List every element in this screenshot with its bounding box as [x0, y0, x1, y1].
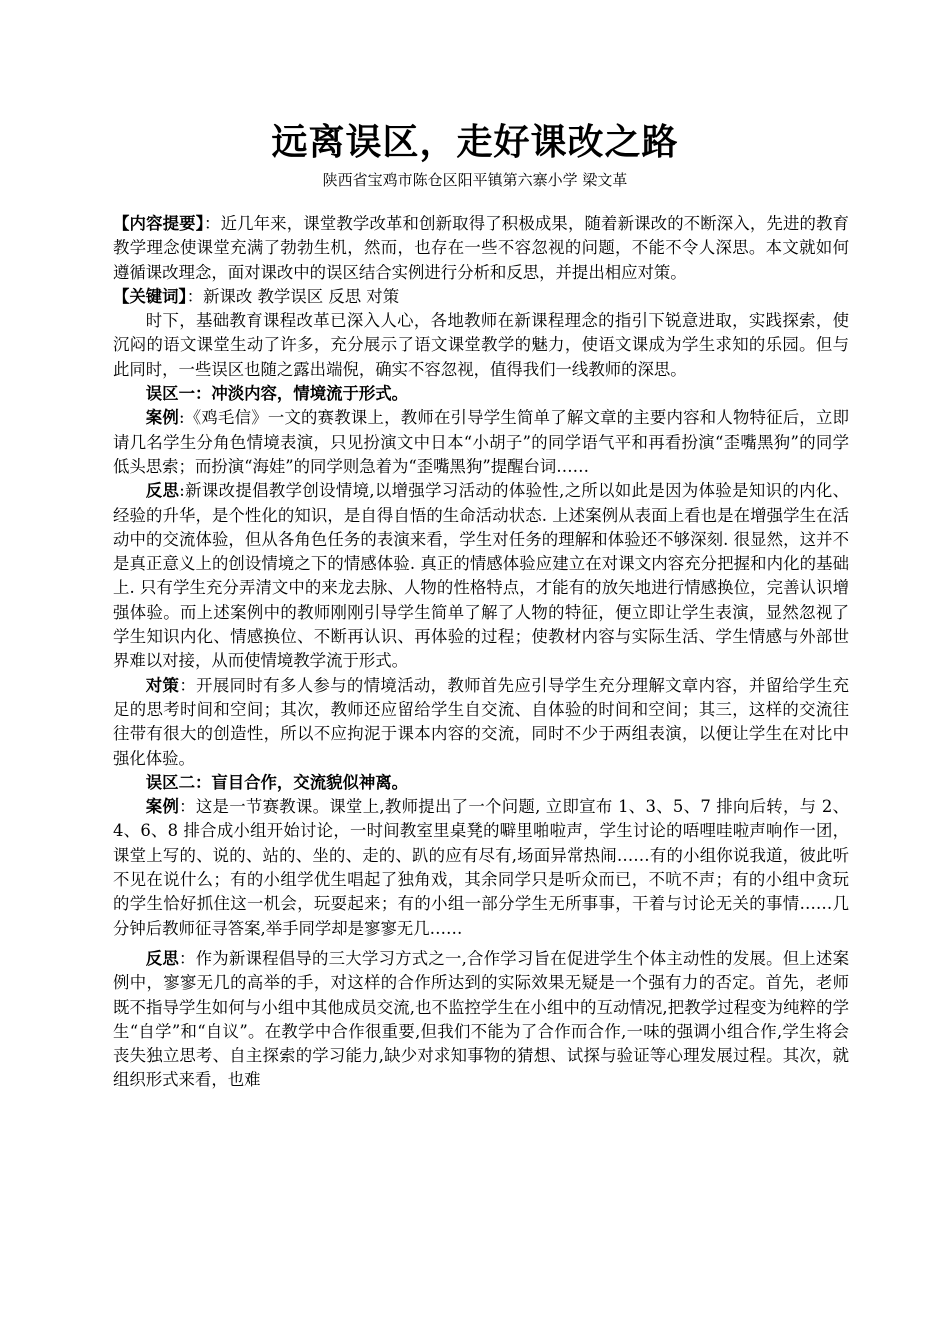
section2-reflect-paragraph: [113, 947, 849, 1093]
abstract-label: 【内容提要】: [113, 214, 205, 233]
section2-reflect-text: ：作为新课程倡导的三大学习方式之一,合作学习旨在促进学生个体主动性的发展。但上述案例中，寥寥无几的高举的手，对这样的合作所达到的实际效果无疑是一个强有力的否定。首先，老师既不指导学生如何与小组中其他成员交流,也不监控学生在小组中的互动情况,把教学过程变为纯粹的学生“自学”和“自议”。在教学中合作很重要,但我们不能为了合作而合作,一味的强调小组合作,学生将会丧失独立思考、自主探索的学习能力,缺少对求知事物的猜想、试探与验证等心理发展过程。其次，就组织形式来看，也难: [113, 948, 850, 1090]
section2-reflect-label: 反思: [145, 948, 180, 968]
intro-paragraph: 时下，基础教育课程改革已深入人心，各地教师在新课程理念的指引下锐意进取，实践探索，使沉闷的语文课堂生动了许多，充分展示了语文课堂教学的魅力，使语文课成为学生求知的乐园。但与此同时，一些误区也随之露出端倪，确实不容忽视，值得我们一线教师的深思。: [113, 311, 849, 379]
section1-case-text: :《鸡毛信》一文的赛教课上，教师在引导学生简单了解文章的主要内容和人物特征后，立即请几名学生分角色情境表演，只见扮演文中日本“小胡子”的同学语气平和再看扮演“歪嘴黑狗”的同学低头思索；而扮演“海娃”的同学则急着为“歪嘴黑狗”提醒台词……: [113, 408, 850, 476]
section2-heading: 误区二：盲目合作，交流貌似神离。: [145, 772, 409, 792]
section1-reflect-text: :新课改提倡教学创设情境,以增强学习活动的体验性,之所以如此是因为体验是知识的内化、经验的升华，是个性化的知识，是自得自悟的生命活动状态. 上述案例从表面上看也是在增强学生在活动中的交流体验，但从各角色任务的表演来看，学生对任务的理解和体验还不够深刻. 很显然，这并不是真正意义上的创设情境之下的情感体验. 真正的情感体验应建立在对课文内容充分把握和内化的基础上. 只有学生充分弄清文中的来龙去脉、人物的性格特点，才能有的放矢地进行情感换位，完善认识增强体验。而上述案例中的教师刚刚引导学生简单了解了人物的特征，便立即让学生表演，显然忽视了学生知识内化、情感换位、不断再认识、再体验的过程；使教材内容与实际生活、学生情感与外部世界难以对接，从而使情境教学流于形式。: [113, 481, 849, 671]
section2-case-paragraph: [113, 795, 849, 941]
section1-case-paragraph: [113, 406, 849, 479]
section2-case-label: 案例: [145, 797, 180, 817]
author-byline: 陕西省宝鸡市陈仓区阳平镇第六寨小学 梁文革: [322, 171, 628, 189]
keywords-text: ：新课改 教学误区 反思 对策: [186, 286, 400, 306]
section1-reflect-paragraph: [113, 479, 849, 673]
section1-case-label: 案例: [145, 408, 180, 428]
section1-heading: 误区一：冲淡内容，情境流于形式。: [145, 384, 409, 404]
document-title: 远离误区，走好课改之路: [271, 121, 679, 163]
keywords-paragraph: [113, 285, 849, 309]
keywords-label: 【关键词】: [113, 286, 187, 306]
section1-strategy-text: ：开展同时有多人参与的情境活动，教师首先应引导学生充分理解文章内容，并留给学生充足的思考时间和空间；其次，教师还应留给学生自交流、自体验的时间和空间；其三，这样的交流往往带有很大的创造性，所以不应拘泥于课本内容的交流，同时不少于两组表演，以便让学生在对比中强化体验。: [113, 675, 850, 768]
document-body: [113, 212, 849, 1093]
abstract-paragraph: [113, 212, 849, 285]
section1-strategy-label: 对策: [145, 675, 180, 695]
abstract-text: ：近几年来，课堂教学改革和创新取得了积极成果，随着新课改的不断深入，先进的教育教学理念使课堂充满了勃勃生机，然而，也存在一些不容忽视的问题，不能不令人深思。本文就如何遵循课改理念，面对课改中的误区结合实例进行分析和反思，并提出相应对策。: [113, 214, 849, 282]
section1-reflect-label: 反思: [145, 481, 180, 501]
section2-case-text: ：这是一节赛教课。课堂上,教师提出了一个问题, 立即宣布 1、3、5、7 排向后转，与 2、4、6、8 排合成小组开始讨论，一时间教室里桌凳的噼里啪啦声，学生讨论的唔哩哇啦声响作一团，课堂上写的、说的、站的、坐的、走的、趴的应有尽有,场面异常热闹……有的小组你说我道，彼此听不见在说什么；有的小组学优生唱起了独角戏，其余同学只是听众而已，不吭不声；有的小组中贪玩的学生恰好抓住这一机会，玩耍起来；有的小组一部分学生无所事事，干着与讨论无关的事情……几分钟后教师征寻答案,举手同学却是寥寥无几……: [113, 797, 849, 938]
section1-strategy-paragraph: [113, 674, 849, 771]
